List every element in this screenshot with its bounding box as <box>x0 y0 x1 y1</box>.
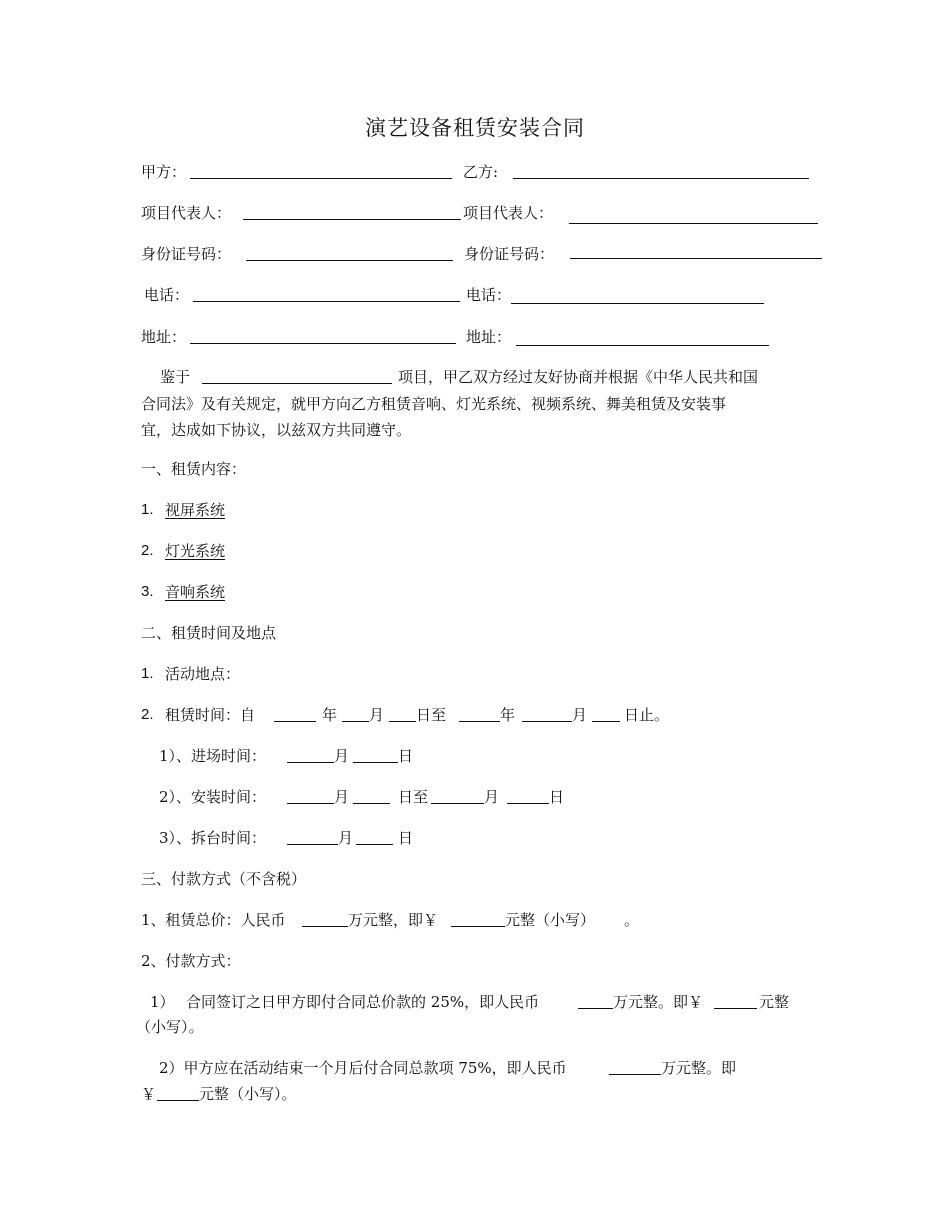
install-end-month-field[interactable] <box>431 803 484 804</box>
rental-time-label: 租赁时间：自 <box>165 706 256 724</box>
phone-b-label: 电话： <box>466 286 512 304</box>
phone-b-field[interactable] <box>511 303 764 304</box>
install-end-day-field[interactable] <box>507 803 549 804</box>
day-to-label: 日至 <box>398 788 429 806</box>
payment-2-yuan-field[interactable] <box>157 1100 199 1101</box>
rep-a-label: 项目代表人： <box>141 204 232 222</box>
total-end-label: 元整（小写） <box>505 911 596 929</box>
list-item-lighting-system: 灯光系统 <box>165 542 226 560</box>
payment-method-heading: 2、付款方式： <box>141 952 241 970</box>
end-day-field[interactable] <box>592 721 620 722</box>
id-b-field[interactable] <box>570 258 822 259</box>
rep-a-field[interactable] <box>243 219 461 220</box>
intro-line-1: 项目，甲乙双方经过友好协商并根据《中华人民共和国 <box>398 368 759 386</box>
currency-symbol: ￥ <box>141 1085 157 1103</box>
end-label: 日止。 <box>624 706 670 724</box>
total-period: 。 <box>624 911 640 929</box>
addr-a-field[interactable] <box>190 343 456 344</box>
teardown-day-field[interactable] <box>356 844 393 845</box>
list-item-video-system: 视屏系统 <box>165 501 226 519</box>
month-label: 月 <box>369 706 385 724</box>
install-start-month-field[interactable] <box>287 803 334 804</box>
payment-2-text: 2）甲方应在活动结束一个月后付合同总款项 75%，即人民币 <box>159 1059 567 1077</box>
end-month-field[interactable] <box>522 721 572 722</box>
day-label: 日 <box>398 829 414 847</box>
section-3-heading: 三、付款方式（不含税） <box>141 870 307 888</box>
month-label: 月 <box>572 706 588 724</box>
list-item-number: 1. <box>141 665 154 682</box>
section-2-heading: 二、租赁时间及地点 <box>141 624 277 642</box>
payment-1-label: 1） <box>150 993 175 1011</box>
day-label: 日 <box>549 788 565 806</box>
rep-b-label: 项目代表人： <box>463 204 554 222</box>
move-in-time-label: 1）、进场时间： <box>159 747 267 765</box>
page-title: 演艺设备租赁安装合同 <box>365 116 585 140</box>
id-b-label: 身份证号码： <box>464 245 555 263</box>
section-1-heading: 一、租赁内容： <box>141 460 247 478</box>
start-year-field[interactable] <box>274 721 316 722</box>
payment-1-mid: 万元整。即￥ <box>613 993 704 1011</box>
year-label: 年 <box>500 706 516 724</box>
total-wan-field[interactable] <box>302 926 348 927</box>
addr-b-label: 地址： <box>466 328 512 346</box>
teardown-month-field[interactable] <box>287 844 338 845</box>
payment-2-mid: 万元整。即 <box>661 1059 737 1077</box>
install-start-day-field[interactable] <box>353 803 390 804</box>
payment-2-end: 元整（小写）。 <box>199 1085 297 1103</box>
month-label: 月 <box>484 788 500 806</box>
total-mid-label: 万元整，即￥ <box>348 911 439 929</box>
party-b-field[interactable] <box>513 178 809 179</box>
end-year-field[interactable] <box>459 721 500 722</box>
project-name-field[interactable] <box>202 383 392 384</box>
payment-1-line-2: （小写）。 <box>136 1018 204 1036</box>
install-time-label: 2）、安装时间： <box>159 788 267 806</box>
id-a-field[interactable] <box>246 260 453 261</box>
party-a-label: 甲方： <box>141 163 187 181</box>
list-item-number: 2. <box>141 542 154 559</box>
id-a-label: 身份证号码： <box>141 245 232 263</box>
intro-line-3: 宜，达成如下协议，以兹双方共同遵守。 <box>141 421 412 439</box>
month-label: 月 <box>334 747 350 765</box>
day-to-label: 日至 <box>416 706 447 724</box>
list-item-number: 3. <box>141 583 154 600</box>
party-b-label: 乙方: <box>463 163 499 181</box>
payment-1-yuan-field[interactable] <box>714 1008 757 1009</box>
phone-a-field[interactable] <box>193 301 460 302</box>
total-price-label: 1、租赁总价：人民币 <box>141 911 286 929</box>
addr-a-label: 地址： <box>141 328 187 346</box>
total-yuan-field[interactable] <box>451 926 505 927</box>
move-in-month-field[interactable] <box>287 762 334 763</box>
addr-b-field[interactable] <box>516 345 769 346</box>
list-item-number: 2. <box>141 706 154 723</box>
payment-2-wan-field[interactable] <box>609 1074 661 1075</box>
phone-a-label: 电话： <box>144 286 190 304</box>
start-month-field[interactable] <box>342 721 369 722</box>
activity-location-label: 活动地点： <box>165 665 241 683</box>
teardown-time-label: 3）、拆台时间： <box>159 829 267 847</box>
payment-1-wan-field[interactable] <box>578 1008 613 1009</box>
list-item-number: 1. <box>141 501 154 518</box>
payment-1-end: 元整 <box>759 993 790 1011</box>
day-label: 日 <box>398 747 414 765</box>
payment-1-text: 合同签订之日甲方即付合同总价款的 25%，即人民币 <box>186 993 540 1011</box>
move-in-day-field[interactable] <box>353 762 398 763</box>
intro-prefix: 鉴于 <box>160 368 191 386</box>
month-label: 月 <box>334 788 350 806</box>
start-day-field[interactable] <box>389 721 416 722</box>
intro-line-2: 合同法》及有关规定，就甲方向乙方租赁音响、灯光系统、视频系统、舞美租赁及安装事 <box>141 395 727 413</box>
month-label: 月 <box>338 829 354 847</box>
rep-b-field[interactable] <box>569 223 818 224</box>
year-label: 年 <box>322 706 338 724</box>
party-a-field[interactable] <box>190 178 452 179</box>
list-item-sound-system: 音响系统 <box>165 583 226 601</box>
